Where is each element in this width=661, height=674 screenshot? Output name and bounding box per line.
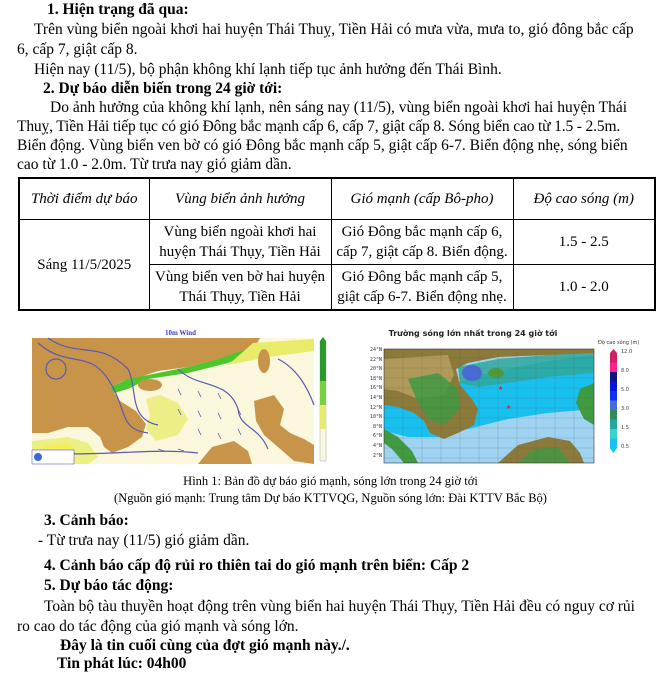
cell-area: Vùng biển ven bờ hai huyện Thái Thụy, Tiền Hải [149,265,331,311]
lat-label: 12°N [369,404,382,411]
section-1-heading: 1. Hiện trạng đã qua: [47,1,189,18]
legend-tick: 0.5 [621,444,629,450]
lat-label: 16°N [369,385,382,392]
lat-label: 14°N [369,394,382,401]
lat-label: 24°N [369,347,382,353]
wave-lat-labels [354,346,382,461]
section-5-line2: ro cao do tác động của gió mạnh và sóng lớn. [17,618,299,635]
section-2-heading: 2. Dự báo diễn biến trong 24 giờ tới: [43,80,283,97]
section-1-text-line1: Trên vùng biển ngoài khơi hai huyện Thái Thuỵ, Tiền Hải có mưa vừa, mưa to, gió đông bắc cấp [34,21,634,38]
table-row [19,220,655,265]
figure-caption: Hình 1: Bản đồ dự báo gió mạnh, sóng lớn trong 24 giờ tới [183,474,478,488]
lat-label: 8°N [372,423,382,430]
issue-time: Tin phát lúc: 04h00 [57,655,187,672]
wave-forecast-map [348,329,656,470]
lat-label: 4°N [372,442,382,449]
legend-tick: 8.0 [621,368,629,374]
lat-label: 18°N [369,375,382,382]
section-2-line2: Thuỵ, Tiền Hải tiếp tục có gió Đông bắc mạnh cấp 6, cấp 7, giật cấp 8. Sóng biển cao từ 1.5 - 2.5m. [17,118,621,135]
wave-legend-ticks [621,349,651,457]
truong-sa-marker: ★ [506,405,512,411]
wind-map-graphic [28,329,333,470]
wave-map-title: Trường sóng lớn nhất trong 24 giờ tới [388,329,558,338]
section-1-text-line2: 6, cấp 7, giật cấp 8. [17,41,138,58]
cell-wind: Gió Đông bắc mạnh cấp 6, cấp 7, giật cấp 8. Biển động. [331,220,513,265]
final-bulletin-note: Đây là tin cuối cùng của đợt gió mạnh này./. [60,637,350,654]
wave-colorbar [610,349,617,453]
table-header-row [19,178,655,220]
legend-tick: 5.0 [621,387,629,393]
section-5-line1: Toàn bộ tàu thuyền hoạt động trên vùng biển hai huyện Thái Thụy, Tiền Hải đều có nguy cơ rủi [44,598,635,615]
cell-wave: 1.5 - 2.5 [513,220,655,265]
section-2-line3: Biển động. Vùng biển ven bờ có gió Đông bắc mạnh cấp 5, giật cấp 6-7. Biển động nhẹ, sóng biển [17,137,628,154]
wind-forecast-map [28,329,333,470]
legend-tick: 1.5 [621,425,629,431]
cell-wave: 1.0 - 2.0 [513,265,655,311]
legend-tick: 12.0 [621,349,633,355]
forecast-table [18,177,656,311]
section-2-line1: Do ảnh hưởng của không khí lạnh, nên sáng nay (11/5), vùng biển ngoài khơi hai huyện Thái [50,99,628,116]
section-4-risk-level: 4. Cảnh báo cấp độ rủi ro thiên tai do gió mạnh trên biển: Cấp 2 [44,557,470,574]
legend-tick: 3.0 [621,406,629,412]
figure-source: (Nguồn gió mạnh: Trung tâm Dự báo KTTVQG, Nguồn sóng lớn: Đài KTTV Bắc Bộ) [114,491,547,505]
header-wave-height: Độ cao sóng (m) [513,178,655,220]
section-5-heading: 5. Dự báo tác động: [44,577,174,594]
lat-label: 22°N [369,356,382,363]
wave-legend-title: Độ cao sóng (m) [598,340,640,346]
section-3-warning: - Từ trưa nay (11/5) gió giảm dần. [38,532,250,549]
wind-map-title: 10m Wind [164,329,197,337]
header-strong-wind: Gió mạnh (cấp Bô-pho) [331,178,513,220]
header-forecast-time: Thời điểm dự báo [19,178,149,220]
cell-wind: Gió Đông bắc mạnh cấp 5, giật cấp 6-7. Biển động nhẹ. [331,265,513,311]
hoang-sa-marker: ★ [498,386,504,392]
header-affected-area: Vùng biển ảnh hưởng [149,178,331,220]
wave-map-graphic [348,329,656,470]
section-1-current-status: Hiện nay (11/5), bộ phận không khí lạnh tiếp tục ảnh hưởng đến Thái Bình. [34,61,502,78]
lat-label: 2°N [372,452,382,459]
lat-label: 10°N [369,414,382,421]
section-2-line4: cao từ 1.0 - 2.0m. Từ trưa nay gió giảm dần. [17,156,292,173]
cell-forecast-time: Sáng 11/5/2025 [19,220,149,311]
lat-label: 6°N [372,433,382,440]
lat-label: 20°N [369,366,382,373]
section-3-heading: 3. Cảnh báo: [44,512,129,529]
cell-area: Vùng biển ngoài khơi hai huyện Thái Thụy, Tiền Hải [149,220,331,265]
